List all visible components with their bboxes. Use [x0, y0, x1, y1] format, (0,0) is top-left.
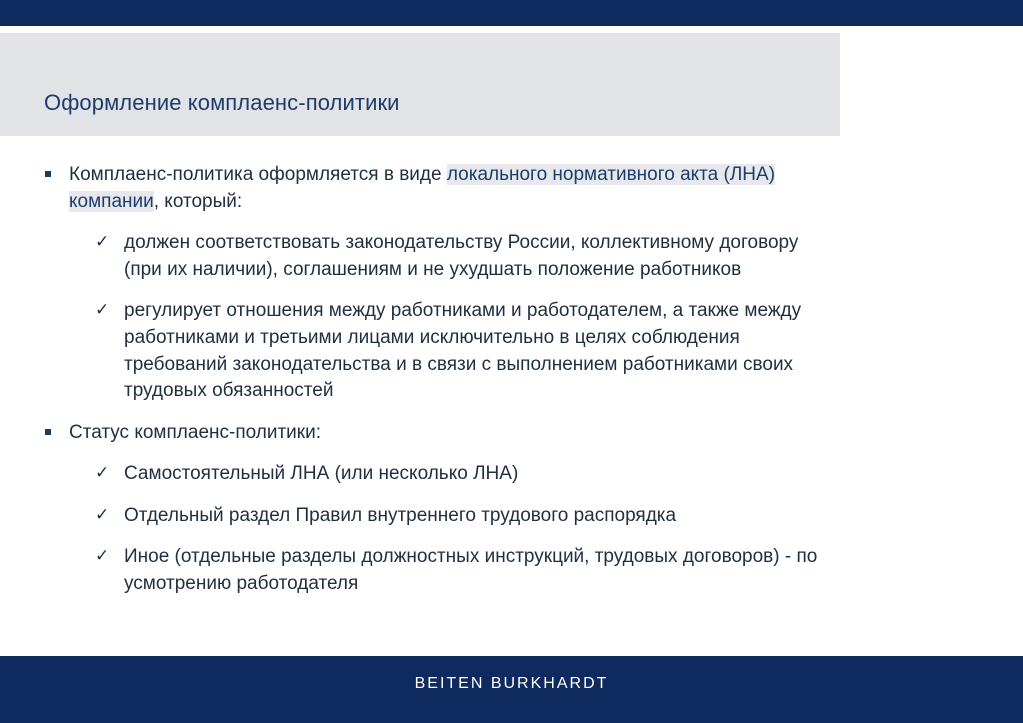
brand-logo-text: BEITEN BURKHARDT — [414, 675, 609, 692]
s2-item3-line1: Иное (отдельные разделы должностных инструкций, трудовых договоров) - по — [124, 546, 818, 567]
s1-item2-line4: трудовых обязанностей — [124, 380, 334, 401]
section1-text-start: Комплаенс-политика оформляется в виде — [69, 164, 447, 185]
top-bar — [0, 0, 1023, 28]
check-icon: ✓ — [95, 505, 110, 524]
section1-highlight-1: локального нормативного акта (ЛНА) — [446, 164, 776, 185]
title-band — [0, 33, 840, 136]
s1-item2-line3: требований законодательства и в связи с выполнением работниками своих — [124, 354, 794, 375]
section1-text-end: , который: — [153, 191, 243, 212]
s1-item2-line1: регулирует отношения между работниками и работодателем, а также между — [124, 300, 802, 321]
check-icon: ✓ — [95, 232, 110, 251]
page-title: Оформление комплаенс-политики — [44, 90, 400, 115]
s2-item1-line1: Самостоятельный ЛНА (или несколько ЛНА) — [124, 463, 519, 484]
section1-line1 — [69, 161, 775, 188]
footer-bar — [0, 656, 1023, 723]
s1-item1-line2: (при их наличии), соглашениям и не ухудшать положение работников — [124, 259, 742, 280]
s1-item1-line1: должен соответствовать законодательству России, коллективному договору — [124, 232, 799, 253]
section2-heading: Статус комплаенс-политики: — [69, 422, 321, 443]
s2-item2-line1: Отдельный раздел Правил внутреннего трудового распорядка — [124, 505, 677, 526]
check-icon: ✓ — [95, 300, 110, 319]
s2-item3-line2: усмотрению работодателя — [124, 573, 359, 594]
bullet-square-icon — [45, 171, 51, 177]
check-icon: ✓ — [95, 463, 110, 482]
check-icon: ✓ — [95, 546, 110, 565]
section1-highlight-2: компании — [69, 191, 154, 212]
section1-line2 — [69, 188, 242, 215]
s1-item2-line2: работниками и третьими лицами исключительно в целях соблюдения — [124, 327, 740, 348]
bullet-square-icon — [45, 429, 51, 435]
